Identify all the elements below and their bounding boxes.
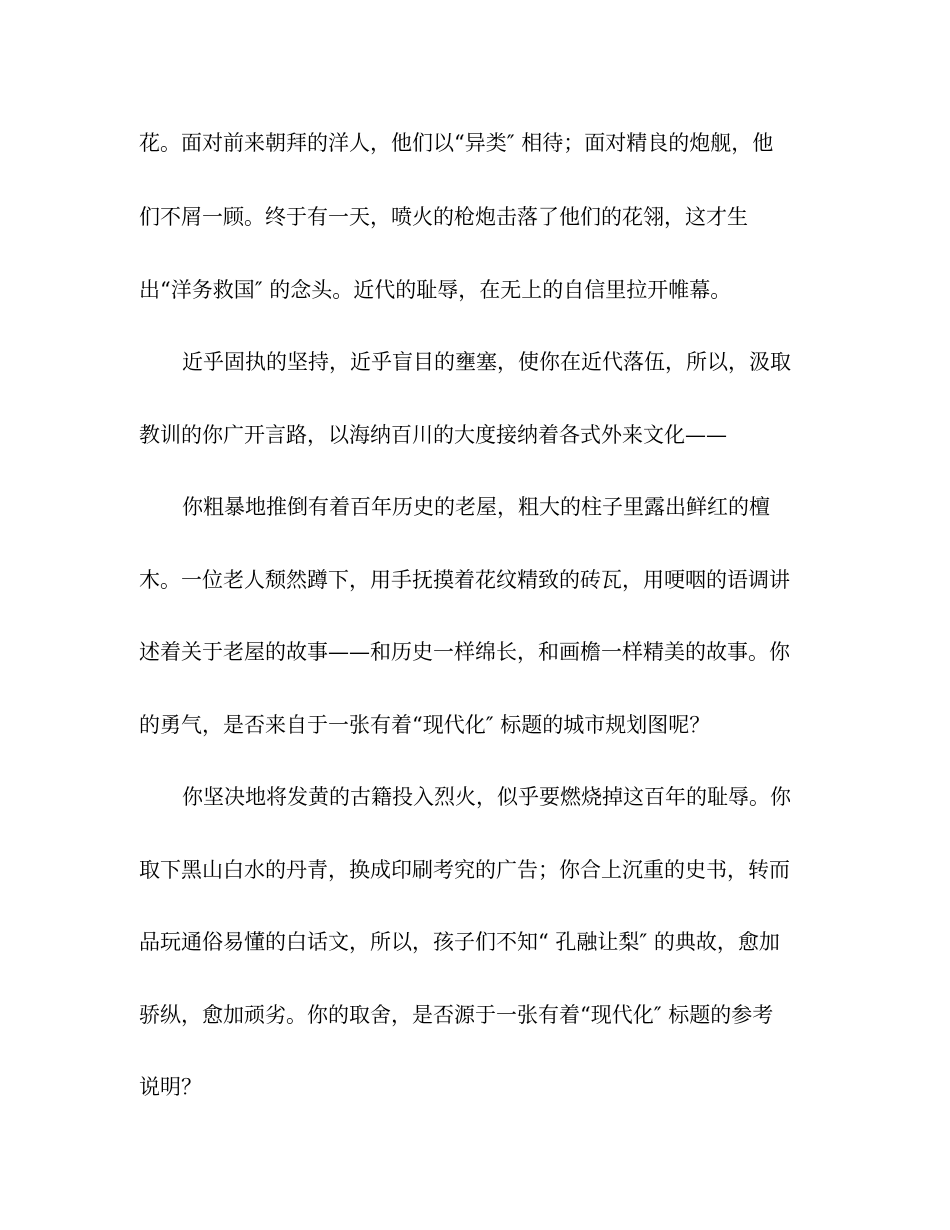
text-line-13: 骄纵，愈加顽劣。你的取舍，是否源于一张有着“现代化″ 标题的参考 [139,1003,774,1027]
text-line-9: 的勇气，是否来自于一张有着“现代化″ 标题的城市规划图呢？ [139,713,711,737]
text-line-3: 出“洋务救国″ 的念头。近代的耻辱，在无上的自信里拉开帷幕。 [139,278,732,302]
text-line-1: 花。面对前来朝拜的洋人，他们以“异类″ 相待；面对精良的炮舰，他 [139,131,774,155]
text-line-5: 教训的你广开言路，以海纳百川的大度接纳着各式外来文化—— [139,423,727,447]
text-line-8: 述着关于老屋的故事——和历史一样绵长，和画檐一样精美的故事。你 [139,640,790,664]
text-line-10: 你坚决地将发黄的古籍投入烈火，似乎要燃烧掉这百年的耻辱。你 [182,785,791,809]
text-line-4: 近乎固执的坚持，近乎盲目的壅塞，使你在近代落伍，所以，汲取 [182,350,791,374]
text-line-2: 们不屑一顾。终于有一天，喷火的枪炮击落了他们的花翎，这才生 [139,205,748,229]
text-line-7: 木。一位老人颓然蹲下，用手抚摸着花纹精致的砖瓦，用哽咽的语调讲 [139,568,790,592]
text-line-6: 你粗暴地推倒有着百年历史的老屋，粗大的柱子里露出鲜红的檀 [182,495,770,519]
text-line-12: 品玩通俗易懂的白话文，所以，孩子们不知“ 孔融让梨″ 的典故，愈加 [139,930,780,954]
text-line-11: 取下黑山白水的丹青，换成印刷考究的广告；你合上沉重的史书，转而 [139,858,790,882]
text-line-14: 说明？ [139,1075,202,1099]
